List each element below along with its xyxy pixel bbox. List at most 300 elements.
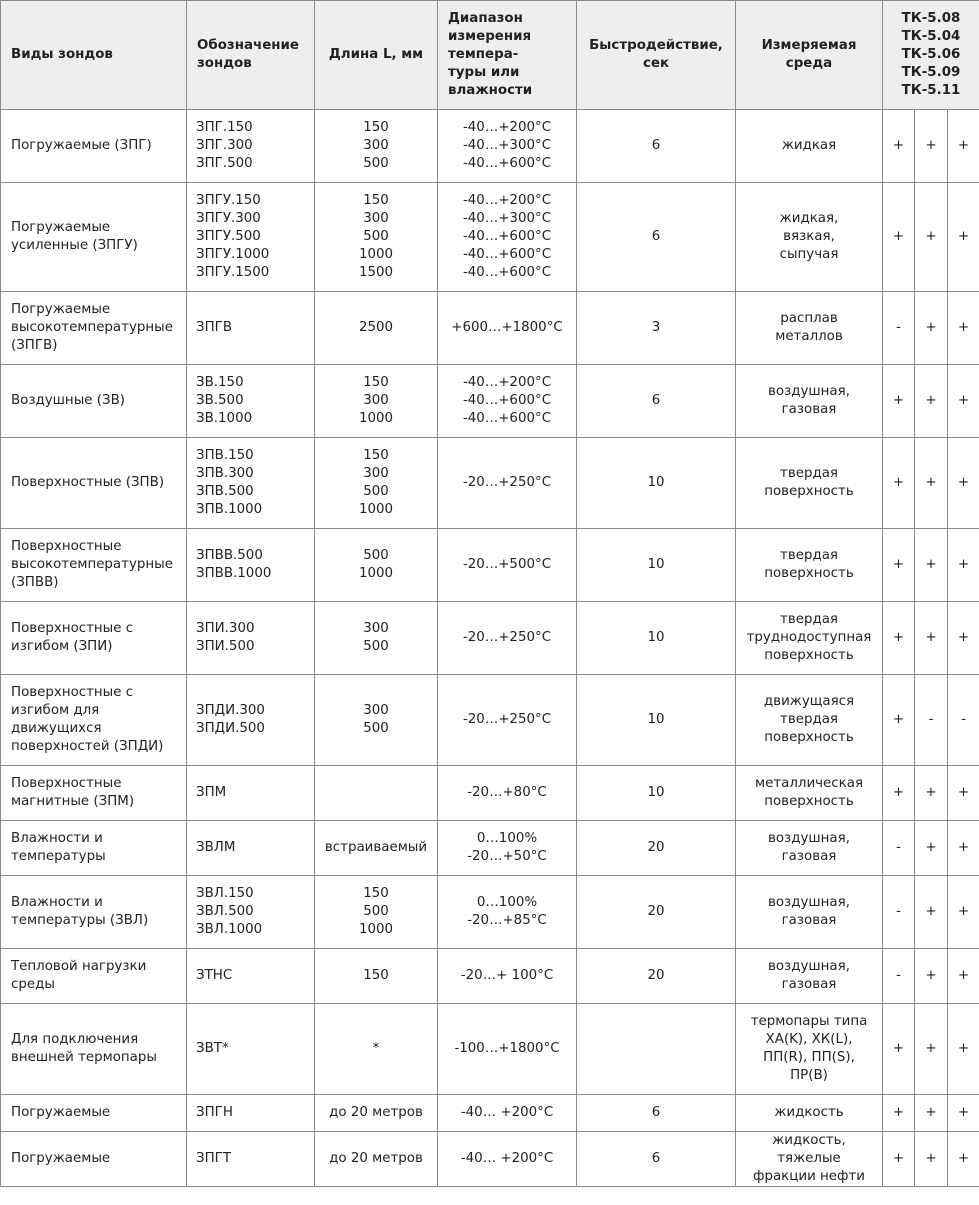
device-compat-mark — [948, 529, 979, 602]
table-row — [1, 602, 979, 675]
measured-medium-line: расплав — [780, 311, 838, 326]
probe-type-line: изгибом (ЗПИ) — [11, 639, 113, 654]
measure-range — [438, 602, 577, 675]
probe-type-line: среды — [11, 977, 55, 992]
device-compat-mark-line: + — [892, 630, 905, 645]
probe-type-line: Влажности и — [11, 831, 103, 846]
response-time — [577, 183, 736, 292]
probe-code-line: ЗПГУ.300 — [196, 211, 261, 226]
measured-medium — [736, 1095, 883, 1132]
table-row — [1, 1004, 979, 1095]
response-time-line: 6 — [651, 393, 661, 408]
measure-range-line: -40…+600°C — [462, 229, 552, 244]
table-row — [1, 876, 979, 949]
measured-medium-line: воздушная, — [768, 895, 850, 910]
device-compat-mark — [883, 1132, 915, 1187]
probe-length — [315, 766, 438, 821]
probe-length-line: 1000 — [358, 411, 394, 426]
header-devices — [883, 1, 979, 110]
measured-medium-line: ПП(R), ПП(S), — [763, 1050, 855, 1065]
probe-length-line: 500 — [363, 484, 389, 499]
probe-code — [187, 1132, 315, 1187]
probe-type — [1, 766, 187, 821]
device-compat-mark — [915, 1004, 948, 1095]
measured-medium-line: поверхность — [764, 566, 854, 581]
measure-range-line: -20…+250°C — [462, 475, 552, 490]
measured-medium-line: жидкость — [774, 1105, 844, 1120]
measure-range — [438, 365, 577, 438]
device-compat-mark-line: + — [957, 840, 970, 855]
measured-medium — [736, 292, 883, 365]
probe-code — [187, 876, 315, 949]
response-time-line: 6 — [651, 1151, 661, 1166]
device-compat-mark-line: + — [925, 393, 937, 408]
response-time-line: 10 — [647, 475, 665, 490]
device-compat-mark-line: + — [892, 475, 905, 490]
probe-length — [315, 675, 438, 766]
device-compat-mark — [883, 529, 915, 602]
measure-range-line: -40…+300°C — [462, 138, 552, 153]
probe-type — [1, 292, 187, 365]
device-compat-mark — [883, 876, 915, 949]
response-time-line: 6 — [651, 138, 661, 153]
response-time-line: 6 — [651, 1105, 661, 1120]
device-compat-mark-line: + — [892, 393, 905, 408]
measured-medium-line: поверхность — [764, 648, 854, 663]
probe-type-line: (ЗПГВ) — [11, 338, 58, 353]
probe-type-line: Погружаемые — [11, 1151, 111, 1166]
probe-length-line: 1000 — [358, 502, 394, 517]
probe-type-line: Влажности и — [11, 895, 103, 910]
header-medium-line: среда — [785, 56, 833, 71]
device-compat-mark-line: + — [957, 968, 970, 983]
measured-medium-line: воздушная, — [768, 959, 850, 974]
probe-type-line: Погружаемые — [11, 1105, 111, 1120]
device-compat-mark — [948, 110, 979, 183]
device-compat-mark — [948, 438, 979, 529]
measure-range — [438, 183, 577, 292]
device-compat-mark — [883, 183, 915, 292]
device-compat-mark-line: + — [892, 1105, 905, 1120]
measured-medium-line: жидкая — [781, 138, 837, 153]
probe-length-line: 1500 — [358, 265, 394, 280]
device-compat-mark-line: - — [896, 840, 901, 855]
response-time-line: 10 — [647, 785, 665, 800]
measure-range — [438, 292, 577, 365]
device-compat-mark-line: + — [925, 475, 937, 490]
probe-length — [315, 1004, 438, 1095]
device-compat-mark-line: + — [925, 138, 937, 153]
measure-range-line: -40…+600°C — [462, 265, 552, 280]
table-row — [1, 365, 979, 438]
measure-range-line: -20…+250°C — [462, 712, 552, 727]
device-compat-mark — [948, 1095, 979, 1132]
device-compat-mark — [883, 821, 915, 876]
probe-type-line: Поверхностные — [11, 776, 122, 791]
device-compat-mark-line: - — [961, 712, 966, 727]
device-compat-mark-line: + — [957, 904, 970, 919]
response-time — [577, 766, 736, 821]
measured-medium-line: фракции нефти — [753, 1169, 865, 1184]
device-compat-mark — [915, 1095, 948, 1132]
probe-code-line: ЗВЛ.500 — [196, 904, 254, 919]
device-compat-mark-line: + — [925, 968, 937, 983]
probe-type — [1, 949, 187, 1004]
probe-length-line: 150 — [363, 193, 389, 208]
table-row — [1, 529, 979, 602]
device-compat-mark — [883, 365, 915, 438]
response-time — [577, 529, 736, 602]
header-range-line: темпера- — [448, 47, 519, 62]
measure-range-line: -40…+200°C — [462, 193, 552, 208]
device-compat-mark-line: + — [925, 1041, 937, 1056]
probe-code — [187, 675, 315, 766]
probe-type-line: изгибом для — [11, 703, 100, 718]
response-time-line: 10 — [647, 712, 665, 727]
probe-length-line: 300 — [363, 703, 389, 718]
device-compat-mark-line: + — [957, 1151, 970, 1166]
probe-code — [187, 292, 315, 365]
probe-length — [315, 110, 438, 183]
probe-type — [1, 1004, 187, 1095]
probe-length — [315, 438, 438, 529]
probe-type-line: Погружаемые — [11, 220, 111, 235]
probe-length-line: 2500 — [358, 320, 394, 335]
device-compat-mark — [883, 766, 915, 821]
measured-medium-line: ХА(K), ХК(L), — [765, 1032, 853, 1047]
probe-type-line: поверхностей (ЗПДИ) — [11, 739, 164, 754]
header-probe-type: Виды зондов — [1, 1, 187, 110]
probe-code — [187, 766, 315, 821]
probe-length — [315, 949, 438, 1004]
probe-type — [1, 183, 187, 292]
measure-range-line: -20…+50°C — [467, 849, 547, 864]
response-time — [577, 949, 736, 1004]
probe-code — [187, 821, 315, 876]
probe-type-line: температуры — [11, 849, 106, 864]
device-compat-mark-line: + — [957, 475, 970, 490]
measured-medium-line: твердая — [780, 548, 838, 563]
measure-range-line: -20…+250°C — [462, 630, 552, 645]
probe-type — [1, 529, 187, 602]
device-compat-mark-line: + — [925, 229, 937, 244]
probe-length — [315, 821, 438, 876]
header-device-name: ТК-5.09 — [901, 65, 961, 80]
probe-type-line: Воздушные (ЗВ) — [11, 393, 125, 408]
measure-range — [438, 110, 577, 183]
device-compat-mark — [948, 876, 979, 949]
probe-type-line: Погружаемые — [11, 302, 111, 317]
table-row — [1, 766, 979, 821]
response-time — [577, 821, 736, 876]
probe-code-line: ЗВТ* — [196, 1041, 229, 1056]
measured-medium-line: газовая — [781, 977, 837, 992]
device-compat-mark-line: + — [925, 785, 937, 800]
probe-code-line: ЗПГУ.1500 — [196, 265, 270, 280]
measured-medium-line: ПР(B) — [790, 1068, 828, 1083]
probe-type — [1, 365, 187, 438]
probe-type-line: внешней термопары — [11, 1050, 157, 1065]
probe-code — [187, 949, 315, 1004]
probe-code-line: ЗВЛ.1000 — [196, 922, 263, 937]
measure-range-line: -40…+600°C — [462, 156, 552, 171]
measured-medium — [736, 949, 883, 1004]
device-compat-mark-line: + — [925, 630, 937, 645]
device-compat-mark — [948, 292, 979, 365]
measure-range-line: -20…+ 100°C — [460, 968, 554, 983]
device-compat-mark — [915, 602, 948, 675]
probe-code-line: ЗПМ — [196, 785, 227, 800]
measured-medium-line: газовая — [781, 849, 837, 864]
probe-type-line: (ЗПВВ) — [11, 575, 59, 590]
device-compat-mark — [915, 821, 948, 876]
probe-code-line: ЗПГУ.1000 — [196, 247, 270, 262]
measure-range-line: -40… +200°C — [460, 1105, 554, 1120]
measured-medium-line: труднодоступная — [746, 630, 872, 645]
header-probe-code-line: зондов — [197, 56, 252, 71]
probe-type — [1, 876, 187, 949]
device-compat-mark-line: + — [892, 785, 905, 800]
device-compat-mark — [915, 1132, 948, 1187]
response-time-line: 20 — [647, 840, 665, 855]
probe-length-line: 500 — [363, 639, 389, 654]
probe-length-line: 150 — [363, 448, 389, 463]
device-compat-mark — [883, 292, 915, 365]
probe-length — [315, 529, 438, 602]
probe-code-line: ЗПГ.500 — [196, 156, 253, 171]
probe-length-line: 300 — [363, 621, 389, 636]
header-range-line: влажности — [448, 83, 533, 98]
response-time-line: 10 — [647, 630, 665, 645]
device-compat-mark — [883, 438, 915, 529]
probe-type-line: Тепловой нагрузки — [11, 959, 147, 974]
measured-medium-line: жидкая, — [779, 211, 839, 226]
probe-type-line: Поверхностные с — [11, 621, 134, 636]
measure-range-line: 0…100% — [476, 831, 538, 846]
device-compat-mark — [883, 949, 915, 1004]
measured-medium — [736, 1132, 883, 1187]
device-compat-mark — [915, 529, 948, 602]
device-compat-mark — [915, 110, 948, 183]
probe-type-line: Поверхностные (ЗПВ) — [11, 475, 165, 490]
measured-medium-line: поверхность — [764, 484, 854, 499]
probe-length — [315, 602, 438, 675]
probe-type-line: Поверхностные — [11, 539, 122, 554]
measured-medium-line: поверхность — [764, 794, 854, 809]
measured-medium — [736, 110, 883, 183]
probe-type — [1, 438, 187, 529]
device-compat-mark-line: - — [928, 712, 934, 727]
probe-code — [187, 529, 315, 602]
device-compat-mark-line: + — [957, 393, 970, 408]
probe-length — [315, 876, 438, 949]
response-time-line: 20 — [647, 904, 665, 919]
measure-range-line: -20…+500°C — [462, 557, 552, 572]
device-compat-mark — [915, 949, 948, 1004]
response-time — [577, 438, 736, 529]
probe-length-line: 150 — [363, 120, 389, 135]
measure-range-line: -40…+600°C — [462, 247, 552, 262]
device-compat-mark-line: + — [892, 1041, 905, 1056]
header-probe-code — [187, 1, 315, 110]
table-row — [1, 183, 979, 292]
measured-medium-line: поверхность — [764, 730, 854, 745]
response-time — [577, 110, 736, 183]
probe-code-line: ЗВЛМ — [196, 840, 236, 855]
measured-medium — [736, 876, 883, 949]
measured-medium — [736, 438, 883, 529]
header-range-line: туры или — [448, 65, 520, 80]
device-compat-mark-line: - — [896, 968, 901, 983]
device-compat-mark — [883, 602, 915, 675]
probe-length-line: 500 — [363, 229, 389, 244]
probe-code-line: ЗПДИ.300 — [196, 703, 265, 718]
measured-medium-line: металлов — [775, 329, 843, 344]
device-compat-mark-line: + — [957, 320, 970, 335]
probe-code — [187, 438, 315, 529]
probe-code-line: ЗПВ.150 — [196, 448, 254, 463]
probe-code — [187, 1095, 315, 1132]
measured-medium-line: воздушная, — [768, 384, 850, 399]
header-device-name: ТК-5.04 — [901, 29, 961, 44]
probe-type-line: усиленные (ЗПГУ) — [11, 238, 138, 253]
measure-range — [438, 821, 577, 876]
probe-length-line: 300 — [363, 138, 389, 153]
probe-code — [187, 110, 315, 183]
probe-code — [187, 365, 315, 438]
probe-code-line: ЗПГУ.150 — [196, 193, 261, 208]
probe-length-line: 500 — [363, 904, 389, 919]
device-compat-mark-line: + — [957, 630, 970, 645]
probe-type — [1, 1132, 187, 1187]
header-medium — [736, 1, 883, 110]
device-compat-mark — [948, 675, 979, 766]
probe-type — [1, 602, 187, 675]
response-time-line: 10 — [647, 557, 665, 572]
measured-medium-line: вязкая, — [783, 229, 835, 244]
device-compat-mark-line: + — [957, 785, 970, 800]
probe-code-line: ЗПГН — [196, 1105, 233, 1120]
probe-code-line: ЗПГУ.500 — [196, 229, 261, 244]
device-compat-mark-line: + — [957, 1105, 970, 1120]
table-row — [1, 438, 979, 529]
probe-length-line: 1000 — [358, 566, 394, 581]
device-compat-mark-line: + — [892, 557, 905, 572]
table-row — [1, 110, 979, 183]
device-compat-mark — [915, 675, 948, 766]
measure-range — [438, 675, 577, 766]
probe-length — [315, 1132, 438, 1187]
measured-medium-line: твердая — [780, 712, 838, 727]
measure-range-line: -20…+85°C — [467, 913, 547, 928]
probe-length-line: 150 — [363, 886, 389, 901]
probe-type-line: высокотемпературные — [11, 557, 173, 572]
device-compat-mark — [915, 438, 948, 529]
measure-range — [438, 949, 577, 1004]
probe-code-line: ЗВ.500 — [196, 393, 244, 408]
device-compat-mark — [915, 292, 948, 365]
probe-type-line: Погружаемые (ЗПГ) — [11, 138, 152, 153]
measured-medium-line: тяжелые — [777, 1151, 841, 1166]
response-time-line: 20 — [647, 968, 665, 983]
probe-code-line: ЗПВ.500 — [196, 484, 254, 499]
probe-type — [1, 821, 187, 876]
device-compat-mark-line: + — [925, 840, 937, 855]
device-compat-mark — [948, 821, 979, 876]
probe-code-line: ЗПВВ.1000 — [196, 566, 272, 581]
device-compat-mark — [915, 365, 948, 438]
probe-type — [1, 675, 187, 766]
measure-range — [438, 766, 577, 821]
probe-type-line: магнитные (ЗПМ) — [11, 794, 135, 809]
measure-range — [438, 529, 577, 602]
probe-code-line: ЗВ.150 — [196, 375, 244, 390]
measured-medium-line: газовая — [781, 402, 837, 417]
header-medium-line: Измеряемая — [761, 38, 857, 53]
probe-type-line: температуры (ЗВЛ) — [11, 913, 149, 928]
probe-length-line: до 20 метров — [329, 1151, 423, 1166]
probe-type-line: Поверхностные с — [11, 685, 134, 700]
device-compat-mark-line: + — [892, 138, 905, 153]
probe-code-line: ЗПВВ.500 — [196, 548, 263, 563]
probe-length-line: 300 — [363, 211, 389, 226]
device-compat-mark — [915, 766, 948, 821]
device-compat-mark-line: + — [957, 229, 970, 244]
device-compat-mark — [948, 602, 979, 675]
header-device-name: ТК-5.06 — [901, 47, 961, 62]
measure-range-line: -40…+200°C — [462, 120, 552, 135]
probe-type — [1, 1095, 187, 1132]
header-row — [1, 1, 979, 110]
probe-length — [315, 292, 438, 365]
device-compat-mark — [948, 183, 979, 292]
measure-range-line: -40…+200°C — [462, 375, 552, 390]
measure-range-line: -40…+600°C — [462, 393, 552, 408]
probe-length-line: 300 — [363, 466, 389, 481]
device-compat-mark — [948, 766, 979, 821]
device-compat-mark-line: + — [925, 1151, 937, 1166]
probe-length-line: встраиваемый — [324, 840, 428, 855]
probe-code-line: ЗПГВ — [196, 320, 233, 335]
probe-length-line: 1000 — [358, 922, 394, 937]
measured-medium — [736, 821, 883, 876]
probe-length — [315, 183, 438, 292]
header-speed-line: сек — [642, 56, 670, 71]
measure-range-line: -20…+80°C — [467, 785, 547, 800]
probe-code-line: ЗПДИ.500 — [196, 721, 265, 736]
measured-medium — [736, 183, 883, 292]
table-row — [1, 1095, 979, 1132]
probe-type-line: движущихся — [11, 721, 102, 736]
device-compat-mark — [915, 183, 948, 292]
probe-length-line: 150 — [363, 968, 389, 983]
header-length: Длина L, мм — [315, 1, 438, 110]
response-time — [577, 602, 736, 675]
measure-range — [438, 1004, 577, 1095]
table-row — [1, 1132, 979, 1187]
measure-range-line: -40… +200°C — [460, 1151, 554, 1166]
measure-range-line: -40…+600°C — [462, 411, 552, 426]
device-compat-mark — [883, 1095, 915, 1132]
probe-code-line: ЗВЛ.150 — [196, 886, 254, 901]
device-compat-mark — [948, 1132, 979, 1187]
probe-length — [315, 1095, 438, 1132]
probe-code — [187, 602, 315, 675]
device-compat-mark — [883, 675, 915, 766]
probe-type-line: высокотемпературные — [11, 320, 173, 335]
header-speed — [577, 1, 736, 110]
device-compat-mark — [948, 1004, 979, 1095]
